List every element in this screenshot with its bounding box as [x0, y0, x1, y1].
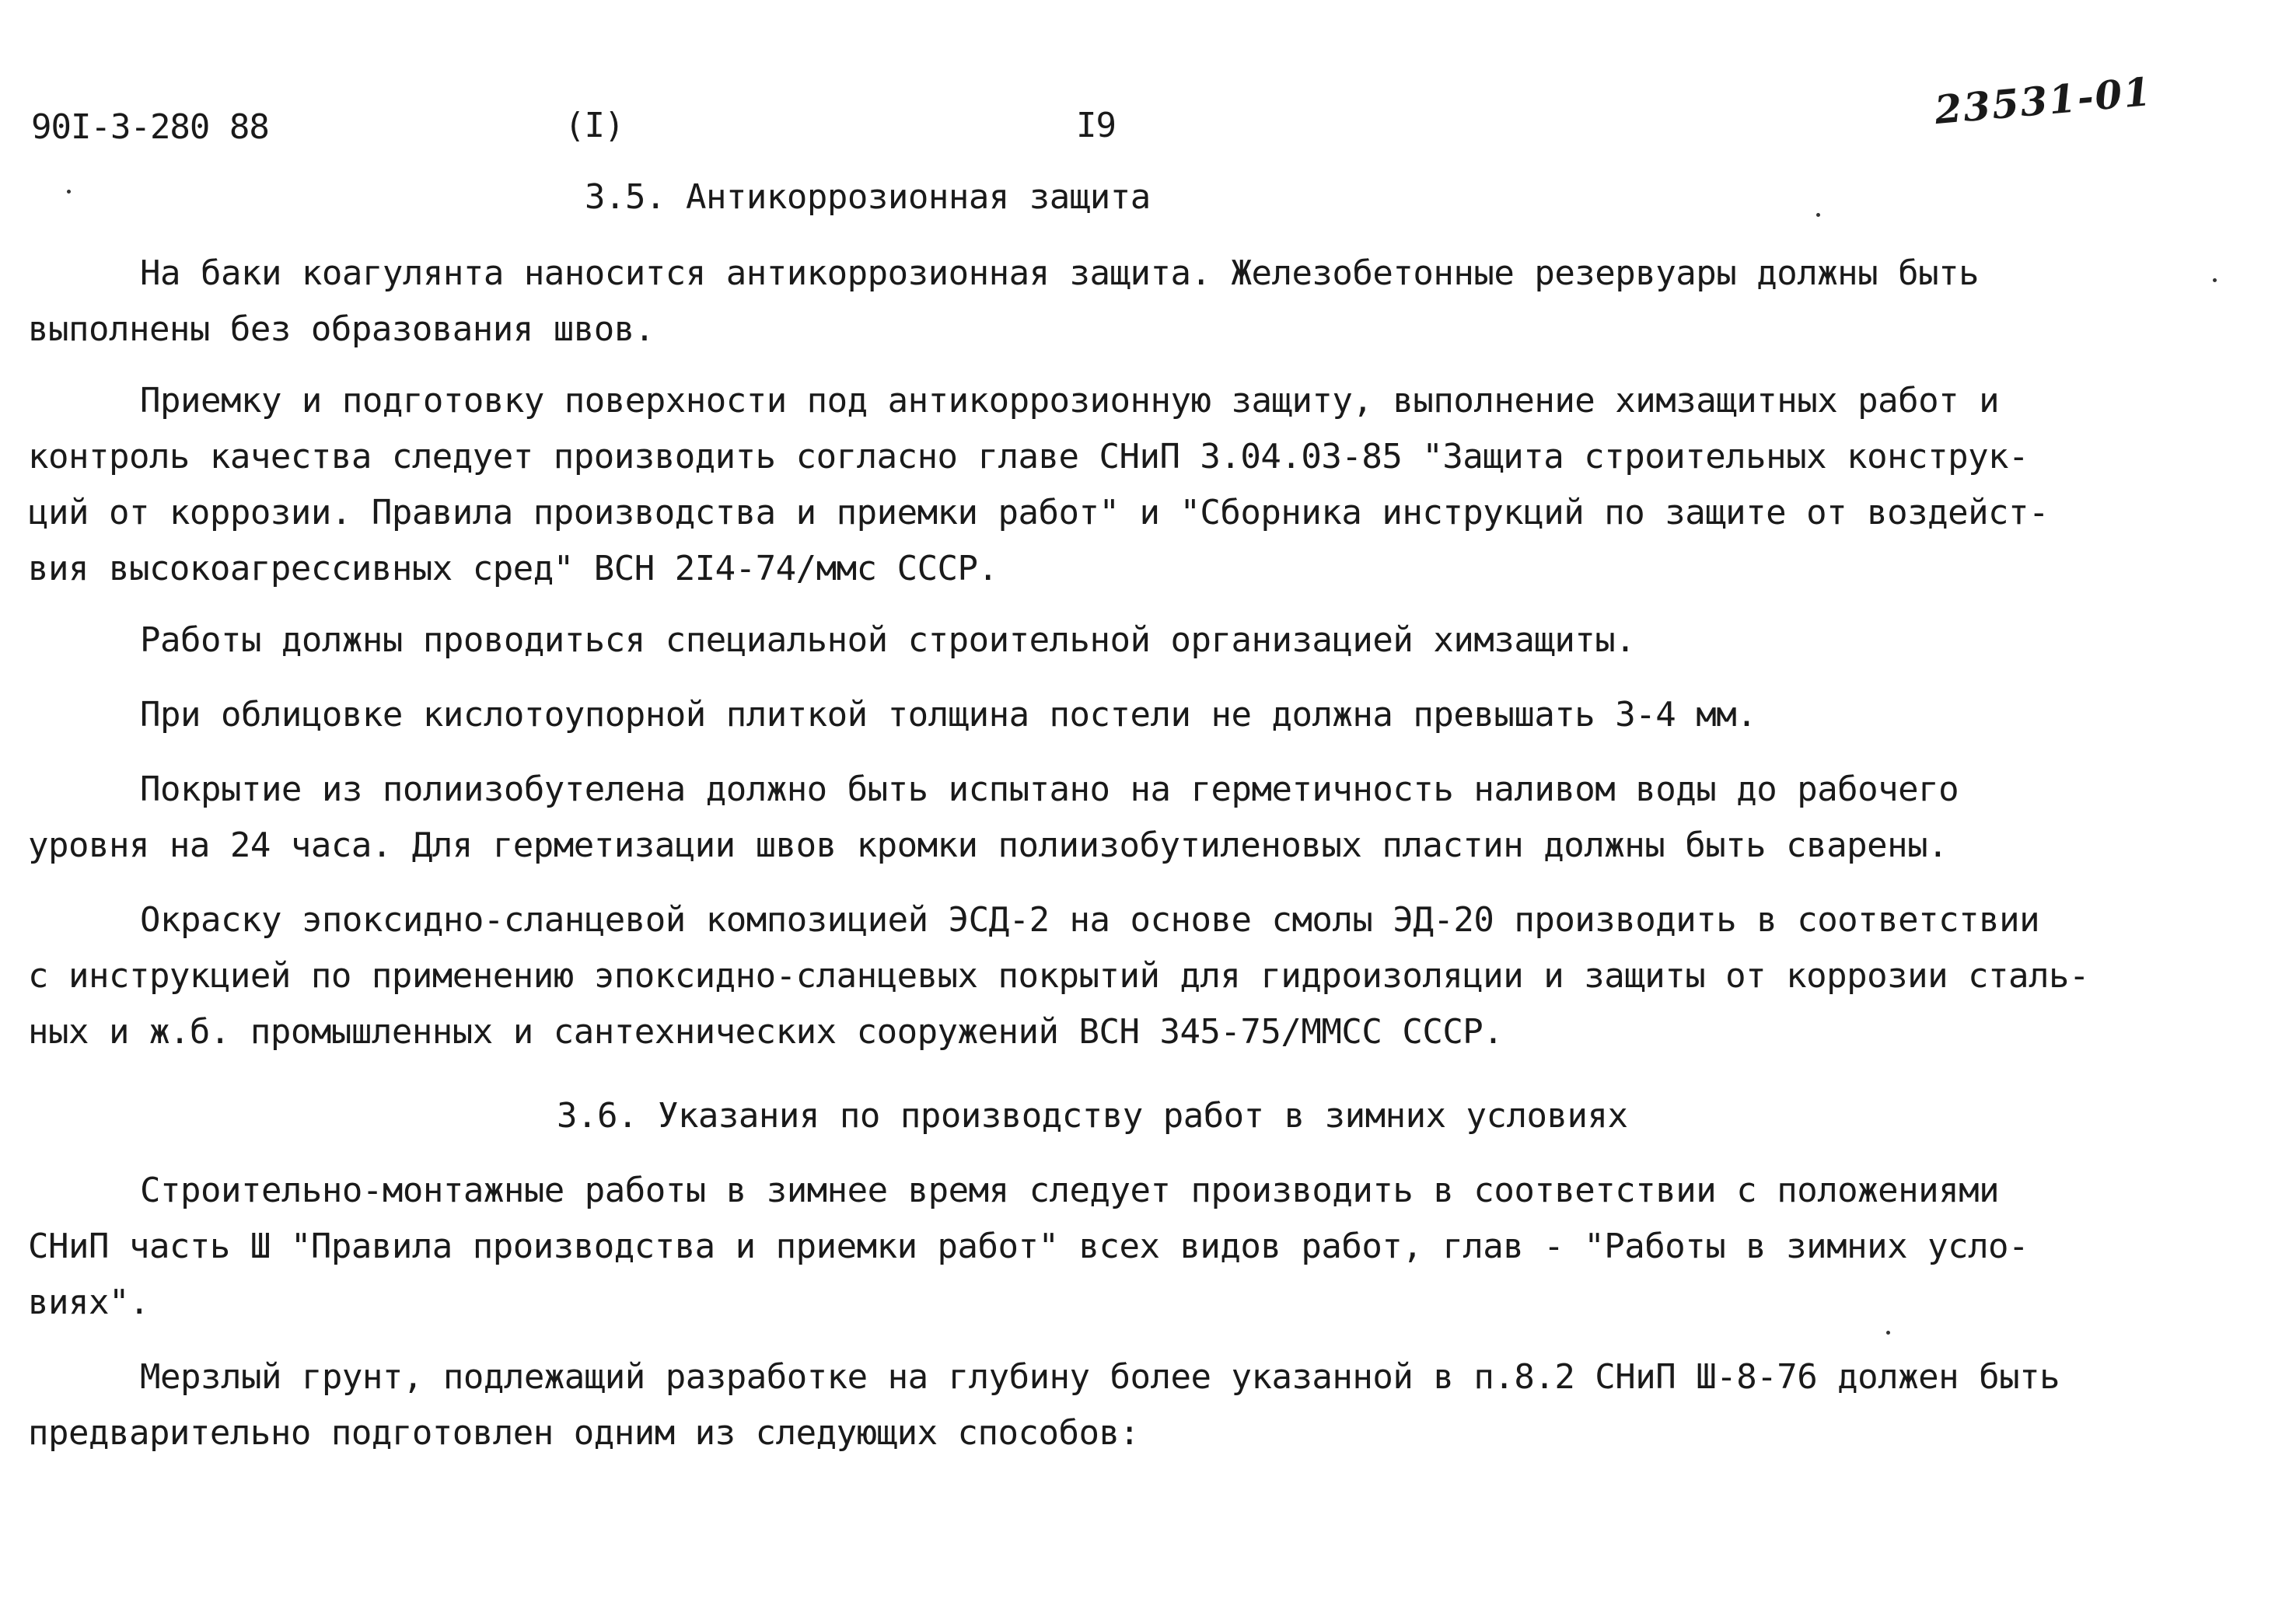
text-line: вия высокоагрессивных сред" ВСН 2I4-74/ммс СССР.	[28, 549, 998, 588]
paragraph	[28, 892, 2275, 1060]
paragraph	[28, 762, 2275, 874]
scan-speck	[67, 190, 71, 194]
text-line: контроль качества следует производить согласно главе СНиП 3.04.03-85 "Защита строительных конструк-	[28, 437, 2029, 476]
page-number: I9	[1076, 106, 1116, 145]
paragraph	[28, 246, 2275, 358]
section-heading-3-6: 3.6. Указания по производству работ в зимних условиях	[557, 1096, 1628, 1136]
handwritten-inventory-number: 23531-01	[1932, 68, 2154, 134]
text-line: ных и ж.б. промышленных и сантехнических сооружений ВСН 345-75/ММСС СССР.	[28, 1012, 1504, 1052]
text-line: Строительно-монтажные работы в зимнее время следует производить в соответствии с положениями	[140, 1171, 2000, 1210]
text-line: На баки коагулянта наносится антикоррозионная защита. Железобетонные резервуары должны быть	[140, 253, 1980, 293]
text-line: Мерзлый грунт, подлежащий разработке на глубину более указанной в п.8.2 СНиП Ш-8-76 должен быть	[140, 1357, 2060, 1397]
document-code: 90I-3-280 88	[31, 107, 269, 147]
text-line: Приемку и подготовку поверхности под антикоррозионную защиту, выполнение химзащитных работ и	[140, 381, 2000, 421]
section-heading-3-5: 3.5. Антикоррозионная защита	[585, 177, 1151, 217]
scan-speck	[1816, 213, 1820, 217]
text-line: с инструкцией по применению эпоксидно-сланцевых покрытий для гидроизоляции и защиты от коррозии сталь-	[28, 956, 2090, 996]
document-part: (I)	[564, 106, 624, 145]
paragraph	[28, 1349, 2275, 1461]
text-line: виях".	[28, 1283, 149, 1322]
text-line: предварительно подготовлен одним из следующих способов:	[28, 1413, 1140, 1453]
text-line: выполнены без образования швов.	[28, 309, 655, 349]
text-line: СНиП часть Ш "Правила производства и приемки работ" всех видов работ, глав - "Работы в зимних усло-	[28, 1227, 2029, 1266]
text-line: Окраску эпоксидно-сланцевой композицией ЭСД-2 на основе смолы ЭД-20 производить в соответствии	[140, 900, 2040, 940]
paragraph	[28, 373, 2275, 597]
paragraph	[28, 613, 2275, 668]
text-line: Покрытие из полиизобутелена должно быть испытано на герметичность наливом воды до рабочего	[140, 770, 1959, 809]
text-line: При облицовке кислотоупорной плиткой толщина постели не должна превышать 3-4 мм.	[140, 695, 1757, 735]
paragraph	[28, 1163, 2275, 1331]
text-line: ций от коррозии. Правила производства и приемки работ" и "Сборника инструкций по защите от воздейст-	[28, 493, 2050, 532]
text-line: уровня на 24 часа. Для герметизации швов кромки полиизобутиленовых пластин должны быть сварены.	[28, 825, 1948, 865]
text-line: Работы должны проводиться специальной строительной организацией химзащиты.	[140, 620, 1636, 660]
scan-speck	[2213, 278, 2217, 282]
paragraph	[28, 687, 2275, 743]
scan-speck	[1886, 1331, 1890, 1335]
